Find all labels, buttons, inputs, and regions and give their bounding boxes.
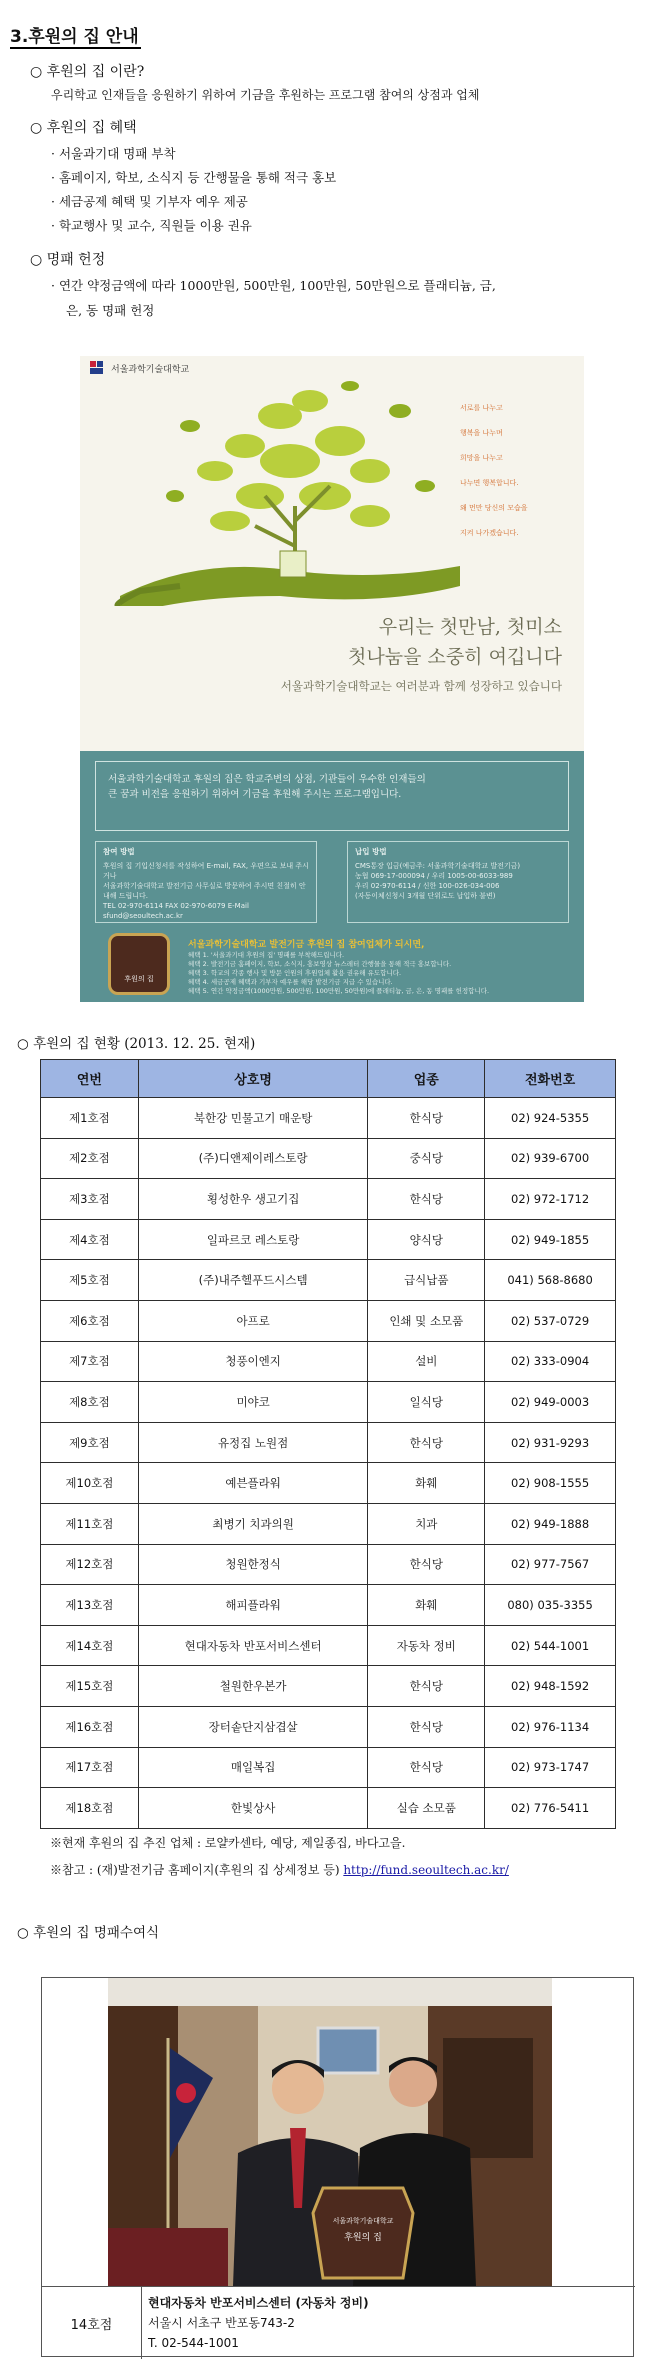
cell-name: (주)내주헬푸드시스템 bbox=[138, 1260, 368, 1301]
note-reference-text: ※참고 : (재)발전기금 홈페이지(후원의 집 상세정보 등) bbox=[50, 1863, 340, 1877]
cell-phone: 02) 537-0729 bbox=[485, 1300, 616, 1341]
col-header-name: 상호명 bbox=[138, 1060, 368, 1098]
cell-type: 한식당 bbox=[368, 1747, 485, 1788]
table-row bbox=[41, 1747, 616, 1788]
note-reference bbox=[50, 1861, 509, 1878]
donor-house-table bbox=[40, 1059, 616, 1829]
plaque-university-label: 서울과학기술대학교 bbox=[332, 2217, 394, 2225]
benefit-item: · 홈페이지, 학보, 소식지 등 간행물을 통해 적극 홍보 bbox=[51, 170, 337, 185]
table-row bbox=[41, 1098, 616, 1139]
table-row bbox=[41, 1300, 616, 1341]
cell-name: 예븐플라워 bbox=[138, 1463, 368, 1504]
cell-type: 치과 bbox=[368, 1503, 485, 1544]
donor-house-emblem: 후원의 집 bbox=[108, 933, 170, 995]
cell-no: 제16호점 bbox=[41, 1706, 139, 1747]
cell-no: 제6호점 bbox=[41, 1300, 139, 1341]
cell-phone: 02) 977-7567 bbox=[485, 1544, 616, 1585]
table-row bbox=[41, 1544, 616, 1585]
page-title: 3.후원의 집 안내 bbox=[10, 22, 141, 49]
plaque-desc-line2: 은, 동 명패 헌정 bbox=[66, 303, 155, 318]
table-row bbox=[41, 1706, 616, 1747]
store-name: 현대자동차 반포서비스센터 (자동차 정비) bbox=[148, 2296, 369, 2310]
poster-gold-heading: 서울과학기술대학교 발전기금 후원의 집 참여업체가 되시면, bbox=[188, 940, 425, 950]
cell-phone: 02) 939-6700 bbox=[485, 1138, 616, 1179]
cell-name: 유정집 노원점 bbox=[138, 1422, 368, 1463]
cell-no: 제9호점 bbox=[41, 1422, 139, 1463]
ceremony-photo bbox=[108, 1978, 552, 2286]
section-desc: 우리학교 인재들을 응원하기 위하여 기금을 후원하는 프로그램 참여의 상점과 업체 bbox=[51, 88, 480, 102]
col-header-phone: 전화번호 bbox=[485, 1060, 616, 1098]
store-info-row bbox=[42, 2286, 635, 2358]
join-method-box: 참여 방법 후원의 집 기입신청서를 작성하여 E-mail, FAX, 우편으로 보내 주시거나 서울과학기술대학교 발전기금 사무실로 방문하여 주시면 친절히 안내해 드립니다. TEL 02-970-6114 FAX 02-970-6079 E-Mail sfund@seoultech.ac.kr bbox=[95, 841, 317, 923]
cell-no: 제18호점 bbox=[41, 1788, 139, 1829]
cell-name: 아프로 bbox=[138, 1300, 368, 1341]
poster-description-box: 서울과학기술대학교 후원의 집은 학교주변의 상점, 기관들이 우수한 인재들의 큰 꿈과 비전을 응원하기 위하여 기금을 후원해 주시는 프로그램입니다. bbox=[95, 761, 569, 831]
cell-phone: 080) 035-3355 bbox=[485, 1585, 616, 1626]
poster-bottom bbox=[80, 751, 584, 1002]
cell-no: 제13호점 bbox=[41, 1585, 139, 1626]
cell-type: 한식당 bbox=[368, 1422, 485, 1463]
cell-no: 제5호점 bbox=[41, 1260, 139, 1301]
cell-type: 급식납품 bbox=[368, 1260, 485, 1301]
cell-name: 한빛상사 bbox=[138, 1788, 368, 1829]
cell-name: 매일복집 bbox=[138, 1747, 368, 1788]
poster-benefits: 혜택 1. '서울과기대 후원의 집' 명패를 부착해드립니다. 혜택 2. 발전기금 홈페이지, 학보, 소식지, 홍보영상 뉴스레터 간행물을 통해 적극 홍보합니다. 혜택 3. 학교의 각종 행사 및 방문 인원의 후원업체 활용 권유해 유도합니다. 혜택 4. 세금공제 혜택과 기부자 예우를 해당 발전기금 지급 수 있습니다. 혜택 5. 연간 약정금액(1000만원, 500만원, 100만원, 50만원)에 플래티늄, 금, 은, 동 명패를 헌정합니다. bbox=[188, 951, 490, 995]
cell-name: 현대자동차 반포서비스센터 bbox=[138, 1625, 368, 1666]
cell-name: 해피플라워 bbox=[138, 1585, 368, 1626]
fund-homepage-link[interactable]: http://fund.seoultech.ac.kr/ bbox=[343, 1863, 509, 1877]
ceremony-photo-table bbox=[41, 1977, 634, 2357]
cell-phone: 02) 949-1888 bbox=[485, 1503, 616, 1544]
cell-name: 횡성한우 생고기집 bbox=[138, 1179, 368, 1220]
cell-type: 일식당 bbox=[368, 1382, 485, 1423]
store-number: 14호점 bbox=[42, 2287, 142, 2359]
cell-name: 장터솥단지삼겹살 bbox=[138, 1706, 368, 1747]
cell-phone: 02) 949-1855 bbox=[485, 1219, 616, 1260]
table-row bbox=[41, 1219, 616, 1260]
table-row bbox=[41, 1788, 616, 1829]
cell-no: 제15호점 bbox=[41, 1666, 139, 1707]
university-logo: 서울과학기술대학교 bbox=[90, 361, 189, 375]
poster-top bbox=[80, 356, 584, 751]
section-heading-status: ○ 후원의 집 현황 (2013. 12. 25. 현재) bbox=[17, 1036, 256, 1052]
cell-name: 청원한정식 bbox=[138, 1544, 368, 1585]
cell-no: 제14호점 bbox=[41, 1625, 139, 1666]
promo-poster bbox=[80, 356, 584, 1002]
table-row bbox=[41, 1463, 616, 1504]
store-details bbox=[148, 2293, 369, 2353]
cell-phone: 02) 948-1592 bbox=[485, 1666, 616, 1707]
cell-phone: 02) 949-0003 bbox=[485, 1382, 616, 1423]
cell-phone: 02) 333-0904 bbox=[485, 1341, 616, 1382]
cell-phone: 02) 972-1712 bbox=[485, 1179, 616, 1220]
table-row bbox=[41, 1382, 616, 1423]
note-current: ※현재 후원의 집 추진 업체 : 로얄카센타, 예당, 제일종집, 바다고을. bbox=[50, 1836, 406, 1850]
benefit-item: · 세금공제 혜택 및 기부자 예우 제공 bbox=[51, 194, 248, 209]
cell-name: 일파르코 레스토랑 bbox=[138, 1219, 368, 1260]
cell-no: 제10호점 bbox=[41, 1463, 139, 1504]
benefit-item: · 서울과기대 명패 부착 bbox=[51, 146, 176, 161]
cell-phone: 02) 931-9293 bbox=[485, 1422, 616, 1463]
section-heading-plaque: ○ 명패 헌정 bbox=[30, 252, 106, 268]
cell-phone: 041) 568-8680 bbox=[485, 1260, 616, 1301]
benefit-item: · 학교행사 및 교수, 직원들 이용 권유 bbox=[51, 218, 252, 233]
cell-type: 자동차 정비 bbox=[368, 1625, 485, 1666]
cell-type: 화훼 bbox=[368, 1463, 485, 1504]
table-row bbox=[41, 1179, 616, 1220]
store-tel: T. 02-544-1001 bbox=[148, 2336, 239, 2350]
cell-phone: 02) 973-1747 bbox=[485, 1747, 616, 1788]
table-row bbox=[41, 1503, 616, 1544]
payment-method-box: 납입 방법 CMS통장 입금(예금주: 서울과학기술대학교 발전기금) 농협 069-17-000094 / 우리 1005-00-6033-989 우리 02-970-6114 / 신한 100-026-034-006 (자동이체신청시 3개월 단위로도 납입하 불변) bbox=[347, 841, 569, 923]
cell-phone: 02) 776-5411 bbox=[485, 1788, 616, 1829]
cell-type: 실습 소모품 bbox=[368, 1788, 485, 1829]
cell-no: 제17호점 bbox=[41, 1747, 139, 1788]
cell-type: 한식당 bbox=[368, 1544, 485, 1585]
cell-phone: 02) 544-1001 bbox=[485, 1625, 616, 1666]
cell-phone: 02) 976-1134 bbox=[485, 1706, 616, 1747]
poster-headline-2: 첫나눔을 소중히 여깁니다 bbox=[348, 646, 562, 668]
poster-headline-1: 우리는 첫만남, 첫미소 bbox=[378, 616, 562, 638]
cell-name: 미야코 bbox=[138, 1382, 368, 1423]
table-row bbox=[41, 1666, 616, 1707]
cell-name: 북한강 민물고기 매운탕 bbox=[138, 1098, 368, 1139]
cell-no: 제8호점 bbox=[41, 1382, 139, 1423]
table-row bbox=[41, 1422, 616, 1463]
cell-no: 제1호점 bbox=[41, 1098, 139, 1139]
col-header-no: 연번 bbox=[41, 1060, 139, 1098]
col-header-type: 업종 bbox=[368, 1060, 485, 1098]
cell-name: 철원한우본가 bbox=[138, 1666, 368, 1707]
cell-name: (주)디앤제이레스토랑 bbox=[138, 1138, 368, 1179]
table-row bbox=[41, 1341, 616, 1382]
cell-no: 제2호점 bbox=[41, 1138, 139, 1179]
cell-no: 제11호점 bbox=[41, 1503, 139, 1544]
cell-type: 한식당 bbox=[368, 1098, 485, 1139]
section-heading-benefits: ○ 후원의 집 혜택 bbox=[30, 120, 137, 136]
table-row bbox=[41, 1138, 616, 1179]
section-heading-what: ○ 후원의 집 이란? bbox=[30, 64, 145, 80]
cell-type: 화훼 bbox=[368, 1585, 485, 1626]
cell-type: 한식당 bbox=[368, 1706, 485, 1747]
ceremony-photo-illustration bbox=[108, 1978, 552, 2286]
poster-subline: 서울과학기술대학교는 여러분과 함께 성장하고 있습니다 bbox=[280, 679, 562, 693]
section-heading-ceremony: ○ 후원의 집 명패수여식 bbox=[17, 1925, 160, 1941]
cell-type: 양식당 bbox=[368, 1219, 485, 1260]
cell-no: 제3호점 bbox=[41, 1179, 139, 1220]
cell-name: 청풍이엔지 bbox=[138, 1341, 368, 1382]
cell-no: 제12호점 bbox=[41, 1544, 139, 1585]
cell-type: 인쇄 및 소모품 bbox=[368, 1300, 485, 1341]
poster-side-text: 서로를 나누고 행복을 나누며 희망을 나누고 나누면 행복합니다. 왜 먼만 당신의 모습을 지켜 나가겠습니다. bbox=[460, 404, 528, 537]
cell-no: 제7호점 bbox=[41, 1341, 139, 1382]
store-address: 서울시 서초구 반포동743-2 bbox=[148, 2316, 295, 2330]
cell-type: 중식당 bbox=[368, 1138, 485, 1179]
plaque-label: 후원의 집 bbox=[344, 2233, 382, 2243]
plaque-desc-line1: · 연간 약정금액에 따라 1000만원, 500만원, 100만원, 50만원으로 플래티늄, 금, bbox=[51, 278, 496, 293]
cell-type: 한식당 bbox=[368, 1666, 485, 1707]
cell-phone: 02) 924-5355 bbox=[485, 1098, 616, 1139]
table-row bbox=[41, 1260, 616, 1301]
cell-type: 한식당 bbox=[368, 1179, 485, 1220]
table-row bbox=[41, 1625, 616, 1666]
cell-type: 설비 bbox=[368, 1341, 485, 1382]
cell-no: 제4호점 bbox=[41, 1219, 139, 1260]
table-row bbox=[41, 1585, 616, 1626]
table-header-row bbox=[41, 1060, 616, 1098]
cell-phone: 02) 908-1555 bbox=[485, 1463, 616, 1504]
cell-name: 최병기 치과의원 bbox=[138, 1503, 368, 1544]
